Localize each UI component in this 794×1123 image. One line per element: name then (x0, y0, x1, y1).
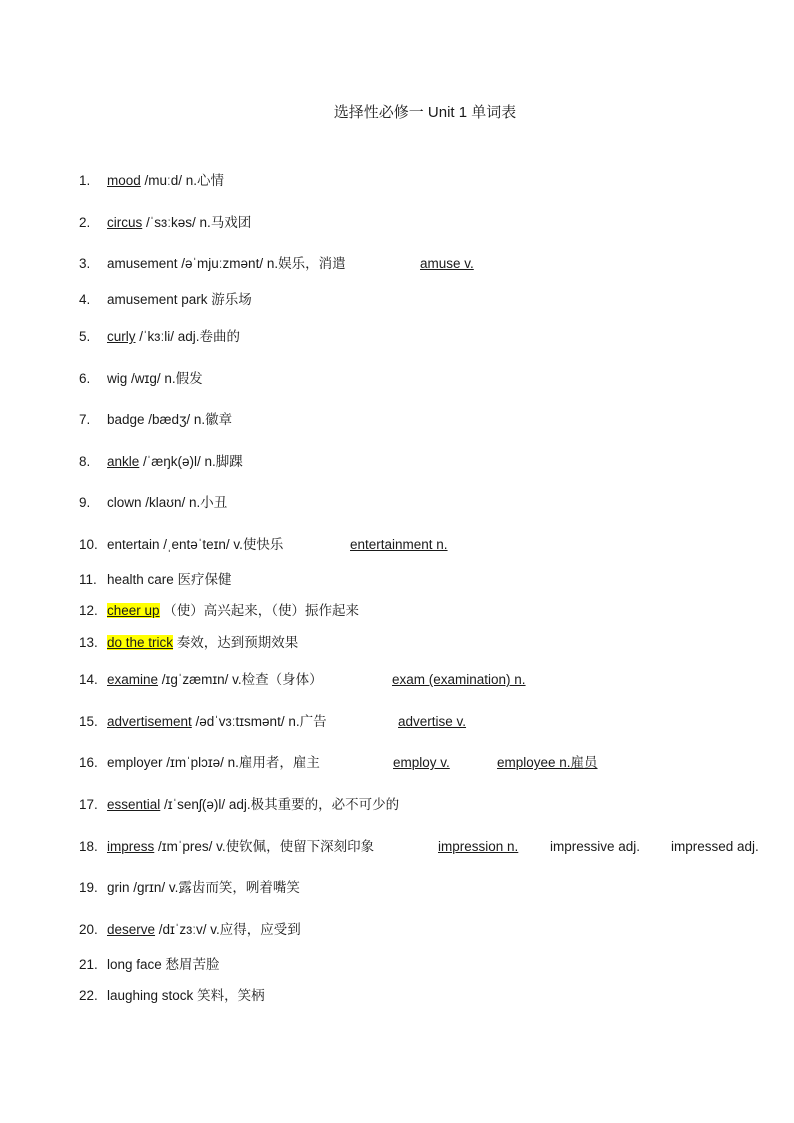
word: impress (107, 839, 155, 854)
item-number: 19. (79, 880, 98, 895)
related-word: advertise v. (398, 714, 467, 729)
definition: 医疗保健 (173, 572, 232, 587)
item-number: 21. (79, 957, 98, 972)
item-body (107, 633, 298, 653)
definition: /ɡrɪn/ v.露齿而笑，咧着嘴笑 (129, 880, 300, 895)
related-word: entertainment n. (350, 537, 448, 552)
item-body (107, 369, 203, 389)
item-number: 2. (79, 215, 91, 230)
item-number: 6. (79, 371, 91, 386)
item-body (107, 712, 327, 732)
item-body (107, 986, 265, 1006)
word: long face (107, 957, 162, 972)
word: essential (107, 797, 161, 812)
item-number: 4. (79, 292, 91, 307)
definition: /dɪˈzɜːv/ v.应得，应受到 (155, 922, 301, 937)
item-body (107, 452, 243, 472)
item-body (107, 493, 227, 513)
item-number: 3. (79, 256, 91, 271)
item-number: 11. (79, 572, 97, 587)
item-number: 20. (79, 922, 98, 937)
item-number: 13. (79, 635, 98, 650)
item-number: 8. (79, 454, 91, 469)
word: do the trick (107, 635, 174, 650)
item-body (107, 795, 399, 815)
item-number: 12. (79, 603, 98, 618)
definition: 游乐场 (207, 292, 252, 307)
definition: /ədˈvɜːtɪsmənt/ n.广告 (191, 714, 327, 729)
item-number: 7. (79, 412, 91, 427)
word: entertain (107, 537, 160, 552)
item-body (107, 290, 252, 310)
related-word: employee n.雇员 (497, 755, 598, 770)
definition: /wɪɡ/ n.假发 (127, 371, 203, 386)
definition: 奏效，达到预期效果 (173, 635, 299, 650)
definition: /ˈæŋk(ə)l/ n.脚踝 (139, 454, 243, 469)
item-body (107, 920, 301, 940)
definition: /klaʊn/ n.小丑 (141, 495, 228, 510)
word: circus (107, 215, 143, 230)
related-word: impression n. (438, 839, 519, 854)
item-body (107, 171, 224, 191)
word: ankle (107, 454, 140, 469)
item-number: 9. (79, 495, 91, 510)
item-number: 17. (79, 797, 98, 812)
item-body (107, 601, 359, 621)
word: laughing stock (107, 988, 194, 1003)
related-word: impressed adj. (671, 839, 759, 854)
related-word: exam (examination) n. (392, 672, 526, 687)
definition: /ˈkɜːli/ adj.卷曲的 (135, 329, 240, 344)
related-word: employ v. (393, 755, 450, 770)
definition: （使）高兴起来，（使）振作起来 (159, 603, 360, 618)
word: deserve (107, 922, 156, 937)
item-body (107, 213, 251, 233)
item-number: 14. (79, 672, 98, 687)
word: grin (107, 880, 130, 895)
item-number: 5. (79, 329, 91, 344)
word: employer (107, 755, 163, 770)
item-body (107, 410, 232, 430)
item-body (107, 570, 232, 590)
word: mood (107, 173, 141, 188)
item-body (107, 878, 300, 898)
item-number: 22. (79, 988, 98, 1003)
definition: 笑料，笑柄 (193, 988, 265, 1003)
word: badge (107, 412, 145, 427)
item-body (107, 837, 374, 857)
word: health care (107, 572, 174, 587)
item-number: 16. (79, 755, 98, 770)
definition: /muːd/ n.心情 (140, 173, 225, 188)
item-body (107, 753, 320, 773)
definition: 愁眉苦脸 (161, 957, 220, 972)
related-word: amuse v. (420, 256, 474, 271)
definition: /əˈmjuːzmənt/ n.娱乐，消遣 (177, 256, 346, 271)
item-body (107, 670, 323, 690)
item-number: 1. (79, 173, 91, 188)
word: examine (107, 672, 159, 687)
word: advertisement (107, 714, 192, 729)
definition: /ˌentəˈteɪn/ v.使快乐 (159, 537, 284, 552)
related-word: impressive adj. (550, 839, 641, 854)
definition: /ɪɡˈzæmɪn/ v.检查（身体） (158, 672, 323, 687)
definition: /ɪmˈplɔɪə/ n.雇用者，雇主 (162, 755, 320, 770)
item-number: 10. (79, 537, 98, 552)
definition: /bædʒ/ n.徽章 (144, 412, 233, 427)
item-number: 15. (79, 714, 98, 729)
word: cheer up (107, 603, 160, 618)
definition: /ɪmˈpres/ v.使钦佩，使留下深刻印象 (154, 839, 375, 854)
definition: /ɪˈsenʃ(ə)l/ adj.极其重要的，必不可少的 (160, 797, 400, 812)
definition: /ˈsɜːkəs/ n.马戏团 (142, 215, 252, 230)
item-number: 18. (79, 839, 98, 854)
word: clown (107, 495, 142, 510)
item-body (107, 254, 346, 274)
item-body (107, 535, 283, 555)
page-title: 选择性必修一 Unit 1 单词表 (333, 104, 517, 121)
word: amusement park (107, 292, 208, 307)
word: amusement (107, 256, 178, 271)
item-body (107, 955, 220, 975)
item-body (107, 327, 240, 347)
word: curly (107, 329, 136, 344)
word: wig (107, 371, 128, 386)
